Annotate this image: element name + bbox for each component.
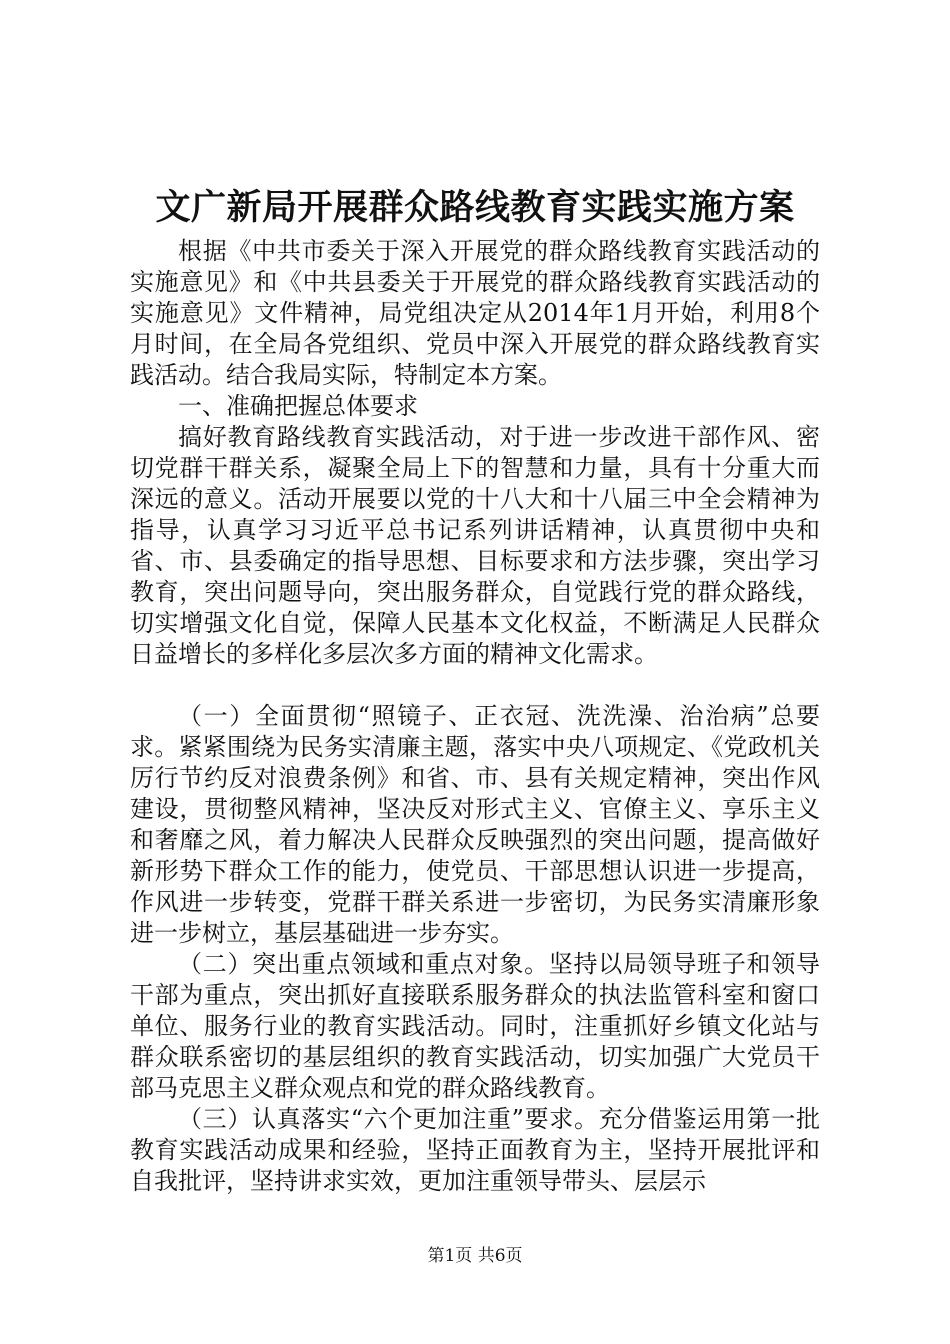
item-three-paragraph: （三）认真落实“六个更加注重”要求。充分借鉴运用第一批教育实践活动成果和经验，坚持正面教育为主，坚持开展批评和自我批评，坚持讲求实效，更加注重领导带头、层层示: [130, 1105, 820, 1195]
document-body: [130, 236, 820, 1197]
section-heading: 一、准确把握总体要求: [178, 392, 418, 420]
item-two-paragraph: （二）突出重点领域和重点对象。坚持以局领导班子和领导干部为重点，突出抓好直接联系服务群众的执法监管科室和窗口单位、服务行业的教育实践活动。同时，注重抓好乡镇文化站与群众联系密切的基层组织的教育实践活动，切实加强广大党员干部马克思主义群众观点和党的群众路线教育。: [130, 950, 820, 1102]
requirements-paragraph: 搞好教育路线教育实践活动，对于进一步改进干部作风、密切党群干群关系，凝聚全局上下的智慧和力量，具有十分重大而深远的意义。活动开展要以党的十八大和十八届三中全会精神为指导，认真学习习近平总书记系列讲话精神，认真贯彻中央和省、市、县委确定的指导思想、目标要求和方法步骤，突出学习教育，突出问题导向，突出服务群众，自觉践行党的群众路线，切实增强文化自觉，保障人民基本文化权益，不断满足人民群众日益增长的多样化多层次多方面的精神文化需求。: [130, 423, 820, 668]
intro-paragraph: 根据《中共市委关于深入开展党的群众路线教育实践活动的实施意见》和《中共县委关于开展党的群众路线教育实践活动的实施意见》文件精神，局党组决定从2014年1月开始，利用8个月时间，在全局各党组织、党员中深入开展党的群众路线教育实践活动。结合我局实际，特制定本方案。: [130, 237, 820, 389]
page-number-footer: 第1页 共6页: [427, 1246, 523, 1266]
item-one-paragraph: （一）全面贯彻“照镜子、正衣冠、洗洗澡、治治病”总要求。紧紧围绕为民务实清廉主题，落实中央八项规定、《党政机关厉行节约反对浪费条例》和省、市、县有关规定精神，突出作风建设，贯彻整风精神，坚决反对形式主义、官僚主义、享乐主义和奢靡之风，着力解决人民群众反映强烈的突出问题，提高做好新形势下群众工作的能力，使党员、干部思想认识进一步提高，作风进一步转变，党群干群关系进一步密切，为民务实清廉形象进一步树立，基层基础进一步夯实。: [130, 702, 820, 947]
document-title: 文广新局开展群众路线教育实践实施方案: [155, 187, 795, 228]
